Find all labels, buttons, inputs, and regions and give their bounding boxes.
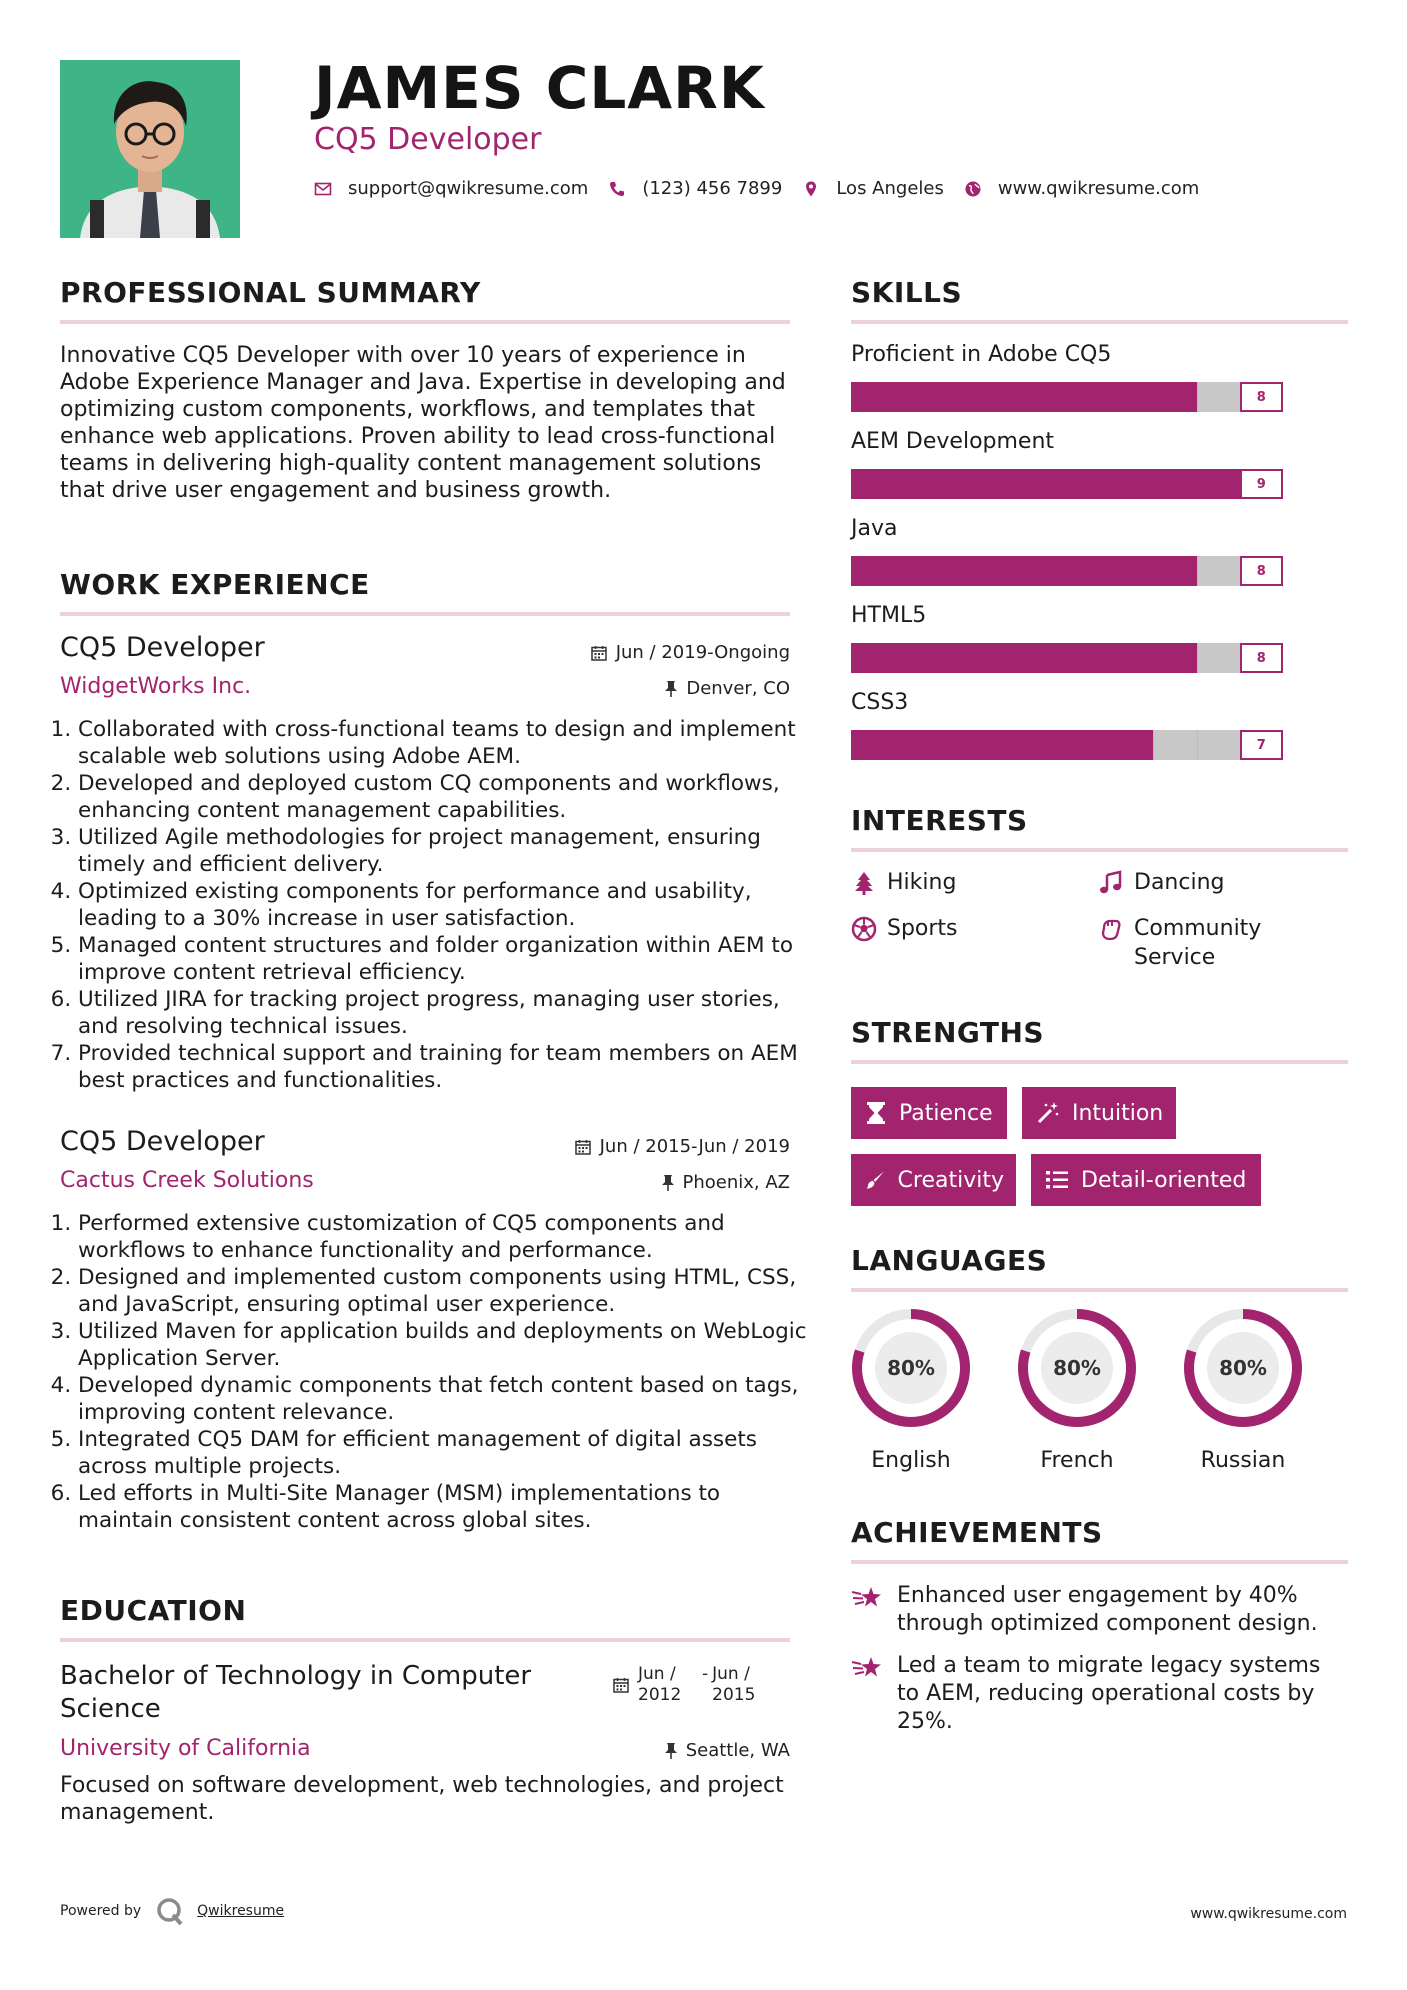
hand-icon	[1098, 916, 1124, 942]
skill-segment-filled	[981, 382, 1024, 412]
skill-bar	[851, 643, 1283, 673]
soccer-ball-icon	[851, 916, 877, 942]
list-item: 3. Utilized Agile methodologies for project management, ensuring timely and efficient delivery.	[78, 824, 810, 878]
skill-name: Java	[851, 516, 898, 541]
skill-segment-filled	[937, 469, 980, 499]
education-location	[480, 1740, 790, 1761]
footer-powered-by	[60, 1896, 284, 1926]
achievement-text: Led a team to migrate legacy systems to AEM, reducing operational costs by 25%.	[897, 1653, 1321, 1734]
job-location-text: Phoenix, AZ	[682, 1172, 790, 1193]
skill-name: CSS3	[851, 690, 909, 715]
skill-segment-filled	[1067, 643, 1110, 673]
education-date-end: Jun / 2015	[712, 1664, 756, 1705]
list-item: 6. Utilized JIRA for tracking project progress, managing user stories, and resolving technical issues.	[78, 986, 810, 1040]
strength-label: Creativity	[897, 1167, 1004, 1193]
job-dates-text: Jun / 2015-Jun / 2019	[599, 1136, 790, 1157]
summary-heading: PROFESSIONAL SUMMARY	[60, 276, 481, 309]
education-date-start: Jun / 2012	[638, 1664, 682, 1705]
strength-tag	[1031, 1154, 1261, 1206]
skill-segment-filled	[1024, 643, 1067, 673]
summary-text: Innovative CQ5 Developer with over 10 years of experience in Adobe Experience Manager and Java. Expertise in developing and optimizing custom components, workflows, and templates that enhance web applications. Proven ability to lead cross-functional teams in delivering high-quality content management solutions that drive user engagement and business growth.	[60, 343, 786, 503]
list-item: 6. Led efforts in Multi-Site Manager (MSM) implementations to maintain consistent content across global sites.	[78, 1480, 810, 1534]
skill-segment-filled	[1110, 469, 1153, 499]
interest-label: Hiking	[887, 870, 957, 895]
skill-level-badge: 8	[1240, 556, 1283, 586]
skill-segment-filled	[1024, 556, 1067, 586]
skill-name: Proficient in Adobe CQ5	[851, 342, 1112, 367]
skill-segment-filled	[937, 382, 980, 412]
skill-segment-filled	[937, 556, 980, 586]
strength-tag	[851, 1087, 1007, 1139]
achievement-text: Enhanced user engagement by 40% through optimized component design.	[897, 1583, 1318, 1636]
profile-photo	[60, 60, 240, 238]
language-ring	[1015, 1306, 1139, 1430]
job-location	[480, 678, 790, 699]
skill-segment-filled	[851, 730, 894, 760]
contact-location: Los Angeles	[836, 178, 944, 199]
qwikresume-logo-icon	[155, 1896, 185, 1926]
interest-label: Community Service	[1134, 916, 1262, 970]
education-divider	[60, 1638, 790, 1642]
pushpin-icon	[661, 1174, 675, 1192]
skill-segment-filled	[851, 556, 894, 586]
skill-segment-filled	[1153, 556, 1196, 586]
interest-item	[1098, 914, 1298, 972]
skill-segment-filled	[1153, 643, 1196, 673]
list-item: 4. Optimized existing components for performance and usability, leading to a 30% increase in user satisfaction.	[78, 878, 810, 932]
job-company: Cactus Creek Solutions	[60, 1168, 314, 1193]
strength-tag	[1022, 1087, 1176, 1139]
skill-segment-filled	[1197, 469, 1240, 499]
list-item: 2. Developed and deployed custom CQ components and workflows, enhancing content management capabilities.	[78, 770, 810, 824]
language-percent: 80%	[1053, 1356, 1101, 1380]
job-title: CQ5 Developer	[60, 632, 265, 663]
education-heading: EDUCATION	[60, 1594, 247, 1627]
shooting-star-icon	[851, 1654, 883, 1682]
skill-segment-filled	[1024, 469, 1067, 499]
skill-segment-filled	[1024, 730, 1067, 760]
skill-segment-filled	[894, 382, 937, 412]
skill-segment-filled	[981, 469, 1024, 499]
interest-item	[851, 868, 956, 897]
language-item	[1015, 1306, 1139, 1473]
calendar-icon	[612, 1676, 630, 1694]
achievement-item	[851, 1582, 1348, 1638]
music-note-icon	[1098, 870, 1124, 896]
powered-by-label: Powered by	[60, 1903, 142, 1919]
job-location	[480, 1172, 790, 1193]
calendar-icon	[590, 644, 608, 662]
list-item: 7. Provided technical support and training for team members on AEM best practices and functionalities.	[78, 1040, 810, 1094]
contact-phone[interactable]: (123) 456 7899	[642, 178, 783, 199]
skill-segment-filled	[1067, 382, 1110, 412]
interest-item	[1098, 868, 1224, 897]
skill-segment-empty	[1153, 730, 1196, 760]
skill-segment-filled	[1153, 382, 1196, 412]
strength-label: Intuition	[1072, 1100, 1164, 1126]
experience-heading: WORK EXPERIENCE	[60, 568, 370, 601]
job-location-text: Denver, CO	[686, 678, 790, 699]
skill-name: HTML5	[851, 603, 927, 628]
skill-bar	[851, 556, 1283, 586]
skill-segment-empty	[1197, 382, 1240, 412]
skill-level-badge: 9	[1240, 469, 1283, 499]
skill-segment-empty	[1197, 556, 1240, 586]
skill-bar	[851, 469, 1283, 499]
list-item: 2. Designed and implemented custom components using HTML, CSS, and JavaScript, ensuring optimal user experience.	[78, 1264, 810, 1318]
list-item: 1. Collaborated with cross-functional teams to design and implement scalable web solutions using Adobe AEM.	[78, 716, 810, 770]
magic-wand-icon	[1036, 1101, 1060, 1125]
skill-segment-filled	[894, 730, 937, 760]
education-dates	[612, 1664, 768, 1706]
skill-bar	[851, 382, 1283, 412]
skill-segment-filled	[1110, 556, 1153, 586]
job-title: CQ5 Developer	[60, 1126, 265, 1157]
skill-segment-filled	[937, 643, 980, 673]
skill-segment-filled	[1067, 556, 1110, 586]
skill-segment-filled	[981, 556, 1024, 586]
skill-segment-filled	[894, 469, 937, 499]
language-name: English	[871, 1448, 951, 1473]
language-ring	[849, 1306, 973, 1430]
education-location-text: Seattle, WA	[685, 1740, 790, 1761]
job-dates	[480, 1136, 790, 1157]
skill-segment-filled	[1153, 469, 1196, 499]
skill-segment-filled	[981, 643, 1024, 673]
skill-segment-filled	[1067, 730, 1110, 760]
calendar-icon	[574, 1138, 592, 1156]
language-name: Russian	[1200, 1448, 1286, 1473]
strength-tag	[851, 1154, 1016, 1206]
language-percent: 80%	[887, 1356, 935, 1380]
language-name: French	[1040, 1448, 1114, 1473]
education-description: Focused on software development, web technologies, and project management.	[60, 1773, 784, 1825]
skill-segment-filled	[851, 643, 894, 673]
job-dates	[480, 642, 790, 663]
interest-label: Sports	[887, 916, 958, 941]
paint-brush-icon	[865, 1168, 886, 1192]
skill-level-badge: 8	[1240, 643, 1283, 673]
strengths-divider	[851, 1060, 1348, 1064]
list-item: 5. Integrated CQ5 DAM for efficient management of digital assets across multiple projects.	[78, 1426, 810, 1480]
qwikresume-link[interactable]: Qwikresume	[197, 1903, 285, 1919]
skill-name: AEM Development	[851, 429, 1055, 454]
strength-label: Patience	[899, 1100, 993, 1126]
interest-label: Dancing	[1134, 870, 1225, 895]
envelope-icon	[314, 180, 332, 198]
date-separator: -	[702, 1664, 709, 1684]
globe-icon	[964, 180, 982, 198]
skill-segment-filled	[1110, 730, 1153, 760]
contact-website[interactable]: www.qwikresume.com	[997, 178, 1200, 199]
skill-segment-empty	[1197, 730, 1240, 760]
contact-bar	[314, 178, 1219, 199]
languages-heading: LANGUAGES	[851, 1244, 1048, 1277]
skill-segment-filled	[981, 730, 1024, 760]
degree-title: Bachelor of Technology in Computer Science	[60, 1661, 532, 1724]
list-item: 4. Developed dynamic components that fetch content based on tags, improving content relevance.	[78, 1372, 810, 1426]
language-percent: 80%	[1219, 1356, 1267, 1380]
pushpin-icon	[664, 1742, 678, 1760]
summary-divider	[60, 320, 790, 324]
skill-segment-filled	[937, 730, 980, 760]
skill-segment-filled	[1110, 643, 1153, 673]
skill-segment-filled	[851, 382, 894, 412]
skill-segment-empty	[1197, 643, 1240, 673]
tree-icon	[851, 870, 877, 896]
skill-segment-filled	[1110, 382, 1153, 412]
contact-email[interactable]: support@qwikresume.com	[348, 178, 589, 199]
school-name: University of California	[60, 1736, 311, 1761]
strengths-heading: STRENGTHS	[851, 1016, 1045, 1049]
language-item	[849, 1306, 973, 1473]
skill-segment-filled	[1024, 382, 1067, 412]
skill-segment-filled	[894, 643, 937, 673]
achievement-item	[851, 1652, 1348, 1736]
interests-divider	[851, 848, 1348, 852]
candidate-name: JAMES CLARK	[314, 54, 765, 122]
interests-heading: INTERESTS	[851, 804, 1028, 837]
phone-icon	[608, 180, 626, 198]
achievements-divider	[851, 1560, 1348, 1564]
hourglass-icon	[865, 1101, 887, 1125]
language-item	[1181, 1306, 1305, 1473]
list-item: 1. Performed extensive customization of CQ5 components and workflows to enhance functionality and performance.	[78, 1210, 810, 1264]
footer-website[interactable]: www.qwikresume.com	[1190, 1906, 1347, 1922]
job-dates-text: Jun / 2019-Ongoing	[615, 642, 790, 663]
language-ring	[1181, 1306, 1305, 1430]
experience-divider	[60, 612, 790, 616]
skills-heading: SKILLS	[851, 276, 963, 309]
interest-item	[851, 914, 958, 943]
languages-divider	[851, 1288, 1348, 1292]
map-pin-icon	[802, 180, 820, 198]
achievements-heading: ACHIEVEMENTS	[851, 1516, 1103, 1549]
list-item: 5. Managed content structures and folder organization within AEM to improve content retrieval efficiency.	[78, 932, 810, 986]
skill-level-badge: 8	[1240, 382, 1283, 412]
skill-segment-filled	[1067, 469, 1110, 499]
job-bullets	[60, 1210, 810, 1534]
skill-segment-filled	[894, 556, 937, 586]
job-bullets	[60, 716, 810, 1094]
portrait-image	[60, 60, 240, 238]
skill-segment-filled	[851, 469, 894, 499]
skills-divider	[851, 320, 1348, 324]
job-company: WidgetWorks Inc.	[60, 674, 252, 699]
list-icon	[1045, 1169, 1069, 1191]
strength-label: Detail-oriented	[1081, 1167, 1247, 1193]
pushpin-icon	[664, 680, 678, 698]
list-item: 3. Utilized Maven for application builds and deployments on WebLogic Application Server.	[78, 1318, 810, 1372]
shooting-star-icon	[851, 1584, 883, 1612]
skill-bar	[851, 730, 1283, 760]
candidate-role: CQ5 Developer	[314, 122, 542, 157]
skill-level-badge: 7	[1240, 730, 1283, 760]
